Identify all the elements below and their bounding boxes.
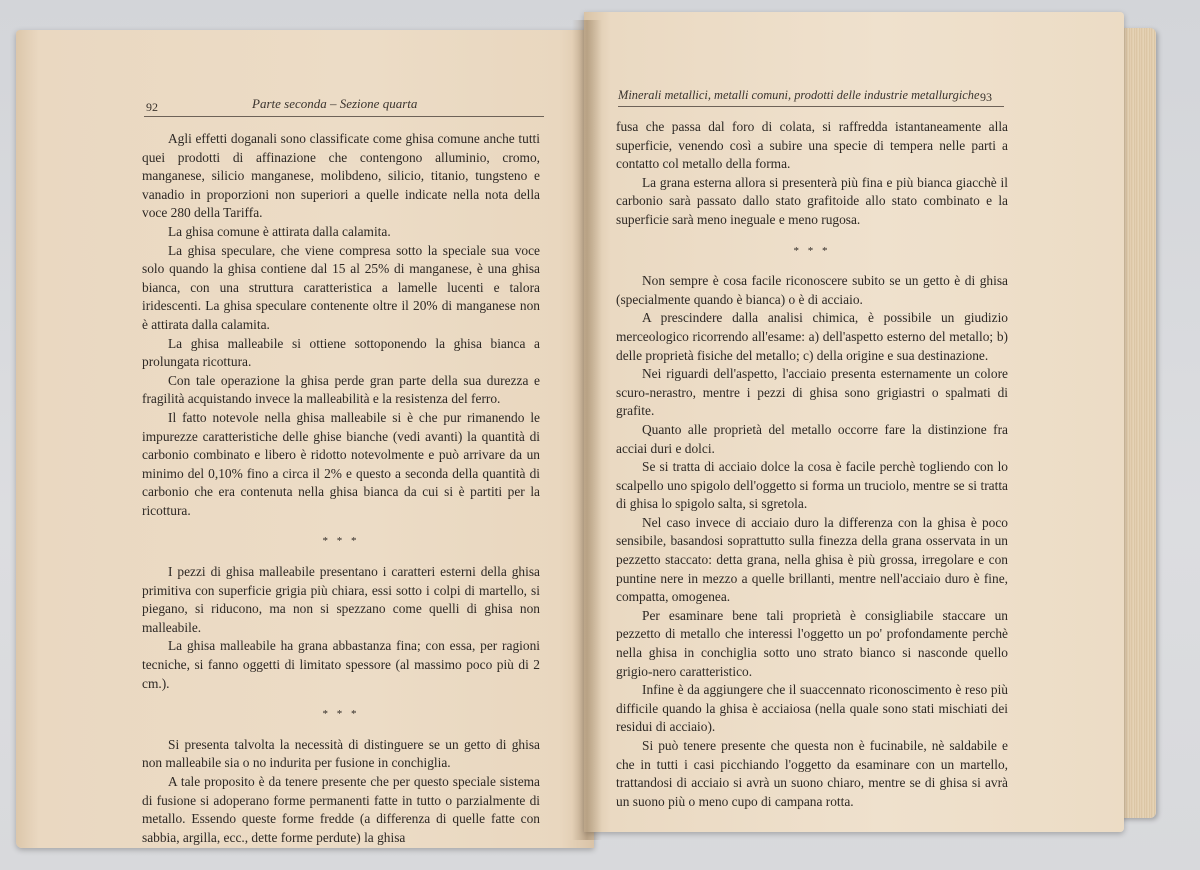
section-separator: * * * [322, 535, 360, 548]
paragraph: Nel caso invece di acciaio duro la differenza con la ghisa è poco sensibile, basandosi soprattutto sulla finezza della grana osservata in un pezzetto staccato: detta grana, nella ghisa è più grossa, irregolare e con puntine nere in mezzo a quelle brillanti, mentre nell'acciaio duro è fine, compatta, omogenea. [616, 514, 1008, 605]
paragraph: Nei riguardi dell'aspetto, l'acciaio presenta esternamente un colore scuro-nerastro, mentre i pezzi di ghisa sono grigiastri o spalmati di grafite. [616, 366, 1008, 419]
paragraph: Si presenta talvolta la necessità di distinguere se un getto di ghisa non malleabile sia o no indurita per fusione in conchiglia. [142, 736, 540, 771]
paragraph: Per esaminare bene tali proprietà è consigliabile staccare un pezzetto di metallo che interessi l'oggetto un po' profondamente perchè nella ghisa in conchiglia sotto uno strato bianco si nasconde quello grigio-nero caratteristico. [616, 607, 1008, 679]
left-page-number: 92 [146, 100, 158, 114]
section-separator: * * * [322, 708, 360, 721]
right-header-rule [618, 106, 1004, 107]
paragraph: A prescindere dalla analisi chimica, è possibile un giudizio merceologico ricorrendo all'esame: a) dell'aspetto esterno del metallo; b) delle proprietà fisiche del metallo; c) della origine e sua destinazione. [616, 310, 1008, 363]
paragraph: Agli effetti doganali sono classificate come ghisa comune anche tutti quei prodotti di affinazione che contengono alluminio, cromo, manganese, silicio manganese, molibdeno, silicio, titanio, tungsteno e vanadio in proporzioni non superiori a quelle indicate nella nota della voce 280 della Tariffa. [142, 131, 540, 221]
right-text-column [616, 118, 1008, 811]
paragraph: La ghisa malleabile ha grana abbastanza fina; con essa, per ragioni tecniche, si fanno oggetti di limitato spessore (al massimo poco più di 2 cm.). [142, 638, 540, 691]
paragraph: La ghisa speculare, che viene compresa sotto la speciale sua voce solo quando la ghisa contiene dal 15 al 25% di manganese, è una ghisa bianca, con una struttura caratteristica a lamelle lucenti e talora iridescenti. La ghisa speculare contenente oltre il 20% di manganese non è attirata dalla calamita. [142, 242, 540, 332]
paragraph: La ghisa malleabile si ottiene sottoponendo la ghisa bianca a prolungata ricottura. [142, 335, 540, 370]
paragraph: Quanto alle proprietà del metallo occorre fare la distinzione fra acciai duri e dolci. [616, 421, 1008, 456]
paragraph: fusa che passa dal foro di colata, si raffredda istantaneamente alla superficie, venendo così a subire una specie di tempera nelle parti a contatto col metallo della forma. [616, 119, 1008, 172]
right-page-number: 93 [980, 90, 992, 104]
paragraph: Non sempre è cosa facile riconoscere subito se un getto è di ghisa (specialmente quando è bianca) o è di acciaio. [616, 273, 1008, 307]
paragraph: A tale proposito è da tenere presente che per questo speciale sistema di fusione si adoperano forme permanenti fatte in tutto o parzialmente di metallo. Essendo queste forme fredde (a differenza di quelle fatte con sabbia, argilla, ecc., dette forme perdute) la ghisa [142, 774, 540, 845]
right-page [584, 12, 1124, 832]
left-running-head: Parte seconda – Sezione quarta [252, 96, 418, 111]
left-page [16, 30, 594, 848]
paragraph: Infine è da aggiungere che il suaccennato riconoscimento è reso più difficile quando la ghisa è acciaiosa (nella quale sono stati mischiati dei residui di acciaio). [616, 682, 1008, 735]
paragraph: La grana esterna allora si presenterà più fina e più bianca giacchè il carbonio sarà passato dallo stato grafitoide allo stato combinato e la superficie sarà meno ineguale e meno rugosa. [616, 174, 1008, 227]
paragraph: Si può tenere presente che questa non è fucinabile, nè saldabile e che in tutti i casi picchiando l'oggetto da esaminare con un martello, trattandosi di acciaio si avrà un suono chiaro, mentre se di ghisa si avrà un suono più o meno cupo di campana rotta. [616, 738, 1008, 809]
paragraph: Il fatto notevole nella ghisa malleabile si è che pur rimanendo le impurezze caratteristiche delle ghise bianche (vedi avanti) la quantità di carbonio combinato e libero è ridotto notevolmente e può arrivare da un minimo del 0,10% fino a circa il 2% e questo a seconda della quantità di carbonio che era contenuta nella ghisa bianca da cui si è partiti per la ricottura. [142, 409, 540, 518]
paragraph: Con tale operazione la ghisa perde gran parte della sua durezza e fragilità acquistando invece la malleabilità e la resistenza del ferro. [142, 372, 540, 407]
paragraph: Se si tratta di acciaio dolce la cosa è facile perchè togliendo con lo scalpello uno spigolo dell'oggetto si forma un truciolo, mentre se si tratta di ghisa lo spigolo salta, si sgretola. [616, 459, 1008, 512]
right-running-head: Minerali metallici, metalli comuni, prodotti delle industrie metallurgiche [618, 88, 980, 102]
section-separator: * * * [793, 244, 831, 257]
paragraph: I pezzi di ghisa malleabile presentano i caratteri esterni della ghisa primitiva con superficie grigia più chiara, essi sotto i colpi di martello, si piegano, si riducono, ma non si spezzano come quelli di ghisa non malleabile. [142, 564, 540, 635]
spine-shadow [572, 20, 602, 840]
left-text-column [142, 130, 540, 847]
paragraph: La ghisa comune è attirata dalla calamita. [168, 223, 391, 239]
left-header-rule [144, 116, 544, 117]
